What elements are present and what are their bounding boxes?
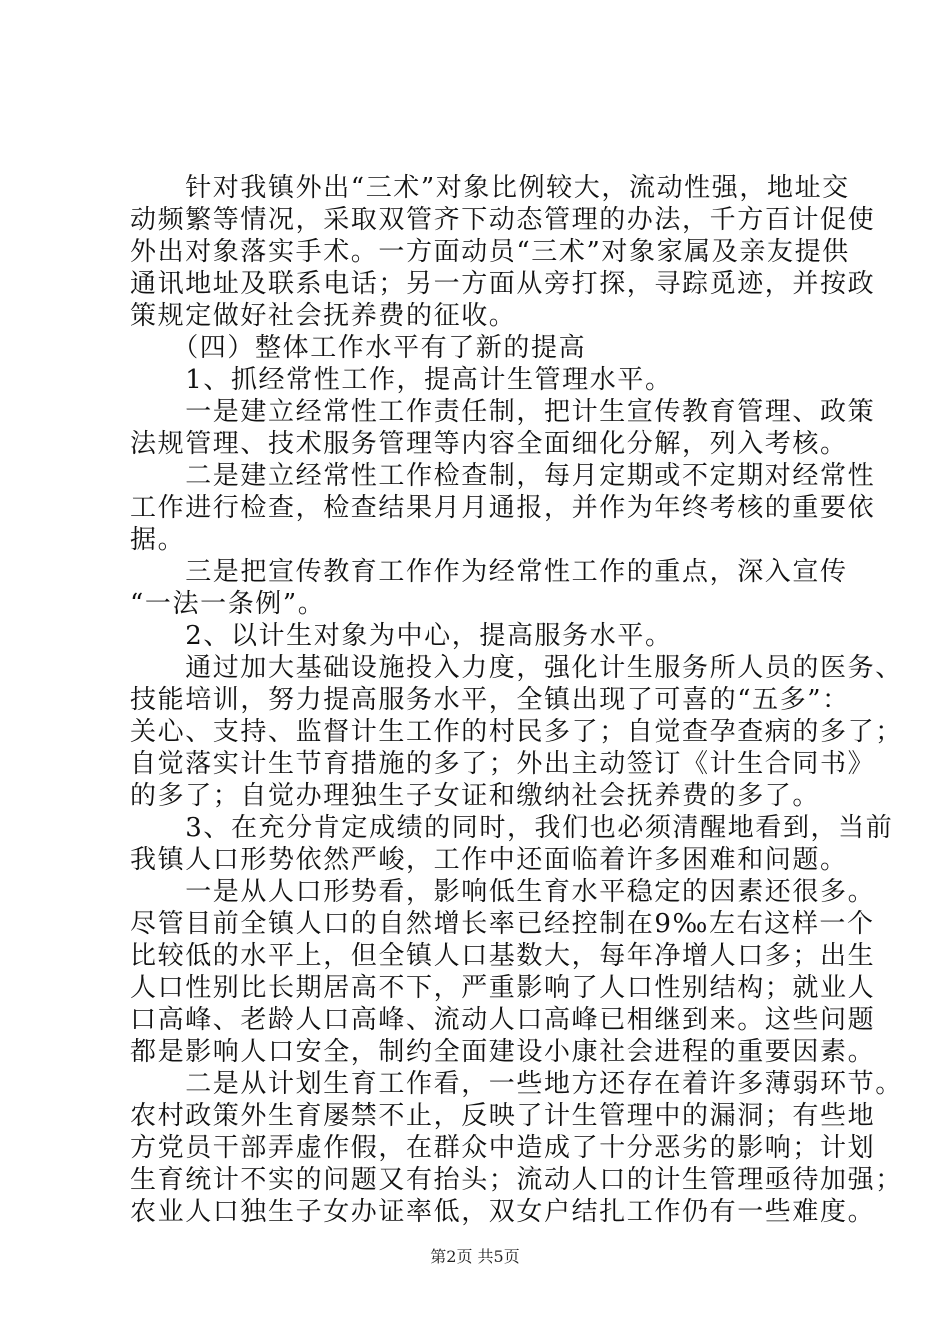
text-line: 农村政策外生育屡禁不止，反映了计生管理中的漏洞；有些地 [130,1101,876,1131]
text-line: 据。 [130,525,186,555]
text-line: 一是建立经常性工作责任制，把计生宣传教育管理、政策 [130,397,876,427]
text-line: 生育统计不实的问题又有抬头；流动人口的计生管理亟待加强； [130,1165,903,1195]
section-heading: （四）整体工作水平有了新的提高 [130,333,587,363]
document-body [130,172,903,1228]
text-line: 技能培训，努力提高服务水平，全镇出现了可喜的“五多”： [130,685,850,715]
text-line: 通讯地址及联系电话；另一方面从旁打探，寻踪觅迹，并按政 [130,269,876,299]
text-line: 二是建立经常性工作检查制，每月定期或不定期对经常性 [130,461,876,491]
text-line: 人口性别比长期居高不下，严重影响了人口性别结构；就业人 [130,973,876,1003]
subsection-heading: 2、以计生对象为中心，提高服务水平。 [130,621,673,651]
text-line: 针对我镇外出“三术”对象比例较大，流动性强，地址交 [130,173,850,203]
subsection-heading: 1、抓经常性工作，提高计生管理水平。 [130,365,673,395]
text-line: 自觉落实计生节育措施的多了；外出主动签订《计生合同书》 [130,749,876,779]
text-line: 关心、支持、监督计生工作的村民多了；自觉查孕查病的多了； [130,717,903,747]
text-line: 比较低的水平上，但全镇人口基数大，每年净增人口多；出生 [130,941,876,971]
text-line: 动频繁等情况，采取双管齐下动态管理的办法，千方百计促使 [130,205,876,235]
text-line: 法规管理、技术服务管理等内容全面细化分解，列入考核。 [130,429,848,459]
text-line: 3、在充分肯定成绩的同时，我们也必须清醒地看到，当前 [130,813,894,843]
text-line: 二是从计划生育工作看，一些地方还存在着许多薄弱环节。 [130,1069,903,1099]
text-line: 一是从人口形势看，影响低生育水平稳定的因素还很多。 [130,877,876,907]
text-line: 通过加大基础设施投入力度，强化计生服务所人员的医务、 [130,653,903,683]
text-line: 外出对象落实手术。一方面动员“三术”对象家属及亲友提供 [130,237,850,267]
text-line: 策规定做好社会抚养费的征收。 [130,301,517,331]
text-line: 我镇人口形势依然严峻，工作中还面临着许多困难和问题。 [130,845,848,875]
text-line: 口高峰、老龄人口高峰、流动人口高峰已相继到来。这些问题 [130,1005,876,1035]
text-line: 的多了；自觉办理独生子女证和缴纳社会抚养费的多了。 [130,781,821,811]
text-line: 方党员干部弄虚作假，在群众中造成了十分恶劣的影响；计划 [130,1133,876,1163]
page-number-footer: 第2页 共5页 [430,1247,520,1266]
text-line: 三是把宣传教育工作作为经常性工作的重点，深入宣传 [130,557,848,587]
text-line: “一法一条例”。 [130,589,326,619]
text-line: 都是影响人口安全，制约全面建设小康社会进程的重要因素。 [130,1037,876,1067]
text-line: 工作进行检查，检查结果月月通报，并作为年终考核的重要依 [130,493,876,523]
text-line: 尽管目前全镇人口的自然增长率已经控制在9‰左右这样一个 [130,909,875,939]
text-line: 农业人口独生子女办证率低，双女户结扎工作仍有一些难度。 [130,1197,876,1227]
